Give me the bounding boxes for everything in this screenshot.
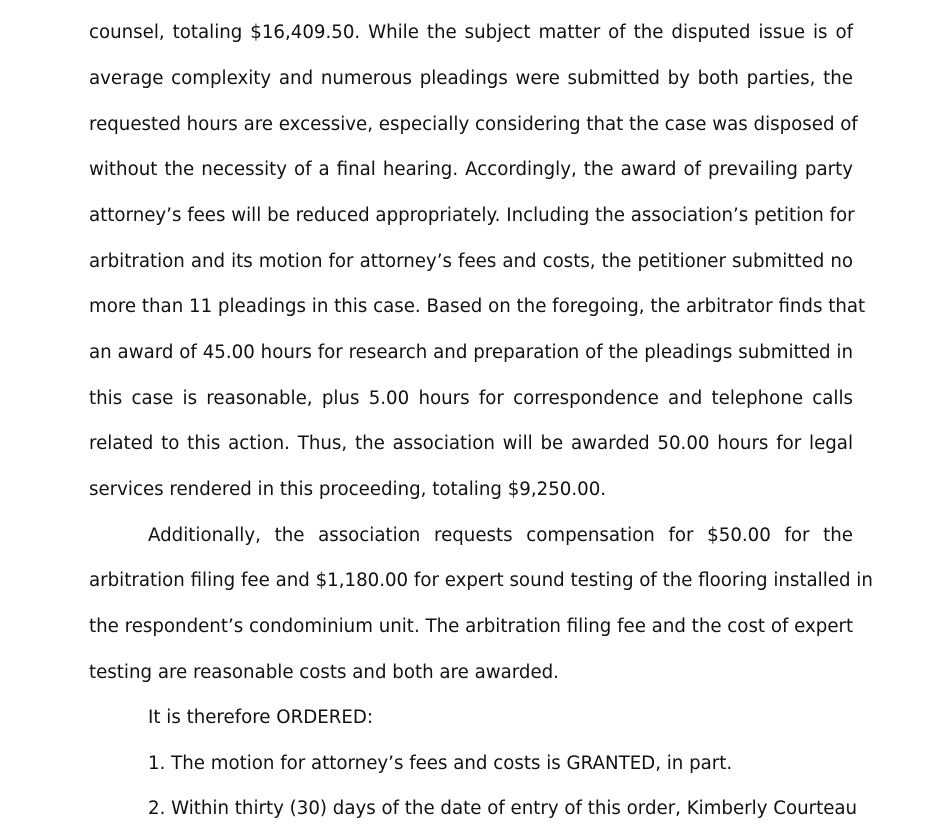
paragraph-1-line-7: more than 11 pleadings in this case. Based on the foregoing, the arbitrator finds that bbox=[89, 296, 866, 317]
order-heading: It is therefore ORDERED: bbox=[148, 707, 373, 728]
paragraph-1-line-1: counsel, totaling $16,409.50. While the subject matter of the disputed issue is of bbox=[89, 22, 853, 43]
paragraph-1-line-6: arbitration and its motion for attorney’s fees and costs, the petitioner submitted no bbox=[89, 251, 853, 272]
paragraph-1-line-2: average complexity and numerous pleadings were submitted by both parties, the bbox=[89, 68, 853, 89]
paragraph-2-line-1: Additionally, the association requests compensation for $50.00 for the bbox=[148, 525, 853, 546]
paragraph-1-line-11: services rendered in this proceeding, totaling $9,250.00. bbox=[89, 479, 607, 500]
paragraph-1-line-3: requested hours are excessive, especially considering that the case was disposed of bbox=[89, 114, 858, 135]
paragraph-1-line-10: related to this action. Thus, the association will be awarded 50.00 hours for legal bbox=[89, 433, 853, 454]
paragraph-1-line-5: attorney’s fees will be reduced appropriately. Including the association’s petition for bbox=[89, 205, 855, 226]
paragraph-2-line-4: testing are reasonable costs and both are awarded. bbox=[89, 662, 559, 683]
paragraph-1-line-9: this case is reasonable, plus 5.00 hours for correspondence and telephone calls bbox=[89, 388, 853, 409]
paragraph-1-line-4: without the necessity of a final hearing. Accordingly, the award of prevailing party bbox=[89, 159, 853, 180]
paragraph-2-line-2: arbitration filing fee and $1,180.00 for expert sound testing of the flooring installed in bbox=[89, 570, 873, 591]
paragraph-2-line-3: the respondent’s condominium unit. The arbitration filing fee and the cost of expert bbox=[89, 616, 854, 637]
paragraph-1-line-8: an award of 45.00 hours for research and preparation of the pleadings submitted in bbox=[89, 342, 853, 363]
order-item-1: 1. The motion for attorney’s fees and costs is GRANTED, in part. bbox=[148, 753, 733, 774]
order-item-2: 2. Within thirty (30) days of the date of entry of this order, Kimberly Courteau bbox=[148, 798, 858, 819]
